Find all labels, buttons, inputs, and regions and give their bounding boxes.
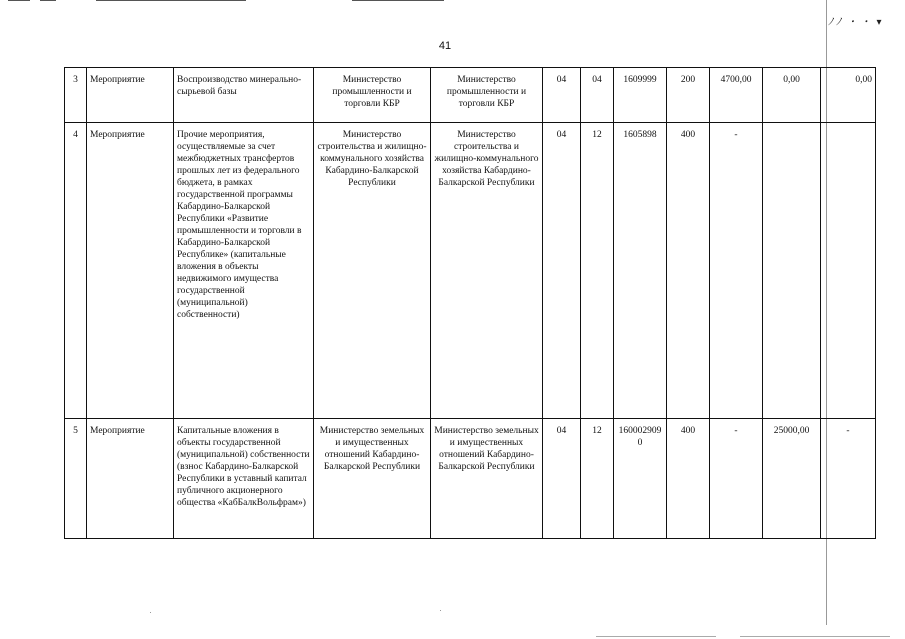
expense-type-code: 200 (667, 68, 710, 123)
table-row (65, 123, 876, 419)
program-measures-table (64, 67, 876, 539)
scan-speck (440, 610, 441, 611)
amount-year-3 (821, 123, 876, 419)
measure-name: Прочие мероприятия, осуществляемые за счет межбюджетных трансфертов прошлых лет из федерального бюджета, в рамках государственной программы Кабардино-Балкарской Республики «Развитие промышленности и торговли в Кабардино-Балкарской Республике» (капитальные вложения в объекты недвижимого имущества государственной (муниципальной) собственности) (174, 123, 314, 419)
amount-year-3: - (821, 419, 876, 539)
row-type: Мероприятие (87, 123, 174, 419)
measure-name: Капитальные вложения в объекты государственной (муниципальной) собственности (взнос Кабардино-Балкарской Республики в уставный капитал публичного акционерного общества «КабБалкВольфрам») (174, 419, 314, 539)
row-type: Мероприятие (87, 68, 174, 123)
handwritten-corner-mark: ﾉﾉ ･ ･ ▾ (828, 17, 885, 28)
row-type: Мероприятие (87, 419, 174, 539)
section-code: 04 (543, 68, 581, 123)
expense-type-code: 400 (667, 123, 710, 419)
amount-year-2 (763, 123, 821, 419)
budget-administrator: Министерство земельных и имущественных отношений Кабардино-Балкарской Республики (431, 419, 543, 539)
page-number: 41 (438, 40, 452, 52)
subsection-code: 12 (581, 123, 614, 419)
responsible-executor: Министерство промышленности и торговли КБР (314, 68, 431, 123)
section-code: 04 (543, 419, 581, 539)
subsection-code: 04 (581, 68, 614, 123)
subsection-code: 12 (581, 419, 614, 539)
table-row (65, 419, 876, 539)
scan-edge-line (40, 0, 56, 1)
amount-year-1: - (710, 123, 763, 419)
target-article-code: 1605898 (614, 123, 667, 419)
scan-speck (150, 612, 151, 613)
amount-year-3: 0,00 (821, 68, 876, 123)
row-number: 3 (65, 68, 87, 123)
responsible-executor: Министерство земельных и имущественных отношений Кабардино-Балкарской Республики (314, 419, 431, 539)
scan-edge-line (352, 0, 444, 1)
scan-edge-line (8, 0, 30, 1)
table-row (65, 68, 876, 123)
amount-year-1: 4700,00 (710, 68, 763, 123)
section-code: 04 (543, 123, 581, 419)
scan-edge-line (596, 636, 716, 637)
budget-administrator: Министерство строительства и жилищно-коммунального хозяйства Кабардино-Балкарской Республики (431, 123, 543, 419)
amount-year-1: - (710, 419, 763, 539)
row-number: 5 (65, 419, 87, 539)
expense-type-code: 400 (667, 419, 710, 539)
scan-edge-line (740, 636, 890, 637)
target-article-code: 1609999 (614, 68, 667, 123)
scan-edge-line (96, 0, 246, 1)
amount-year-2: 25000,00 (763, 419, 821, 539)
row-number: 4 (65, 123, 87, 419)
budget-administrator: Министерство промышленности и торговли КБР (431, 68, 543, 123)
amount-year-2: 0,00 (763, 68, 821, 123)
measure-name: Воспроизводство минерально-сырьевой базы (174, 68, 314, 123)
responsible-executor: Министерство строительства и жилищно-коммунального хозяйства Кабардино-Балкарской Республики (314, 123, 431, 419)
target-article-code: 1600029090 (614, 419, 667, 539)
